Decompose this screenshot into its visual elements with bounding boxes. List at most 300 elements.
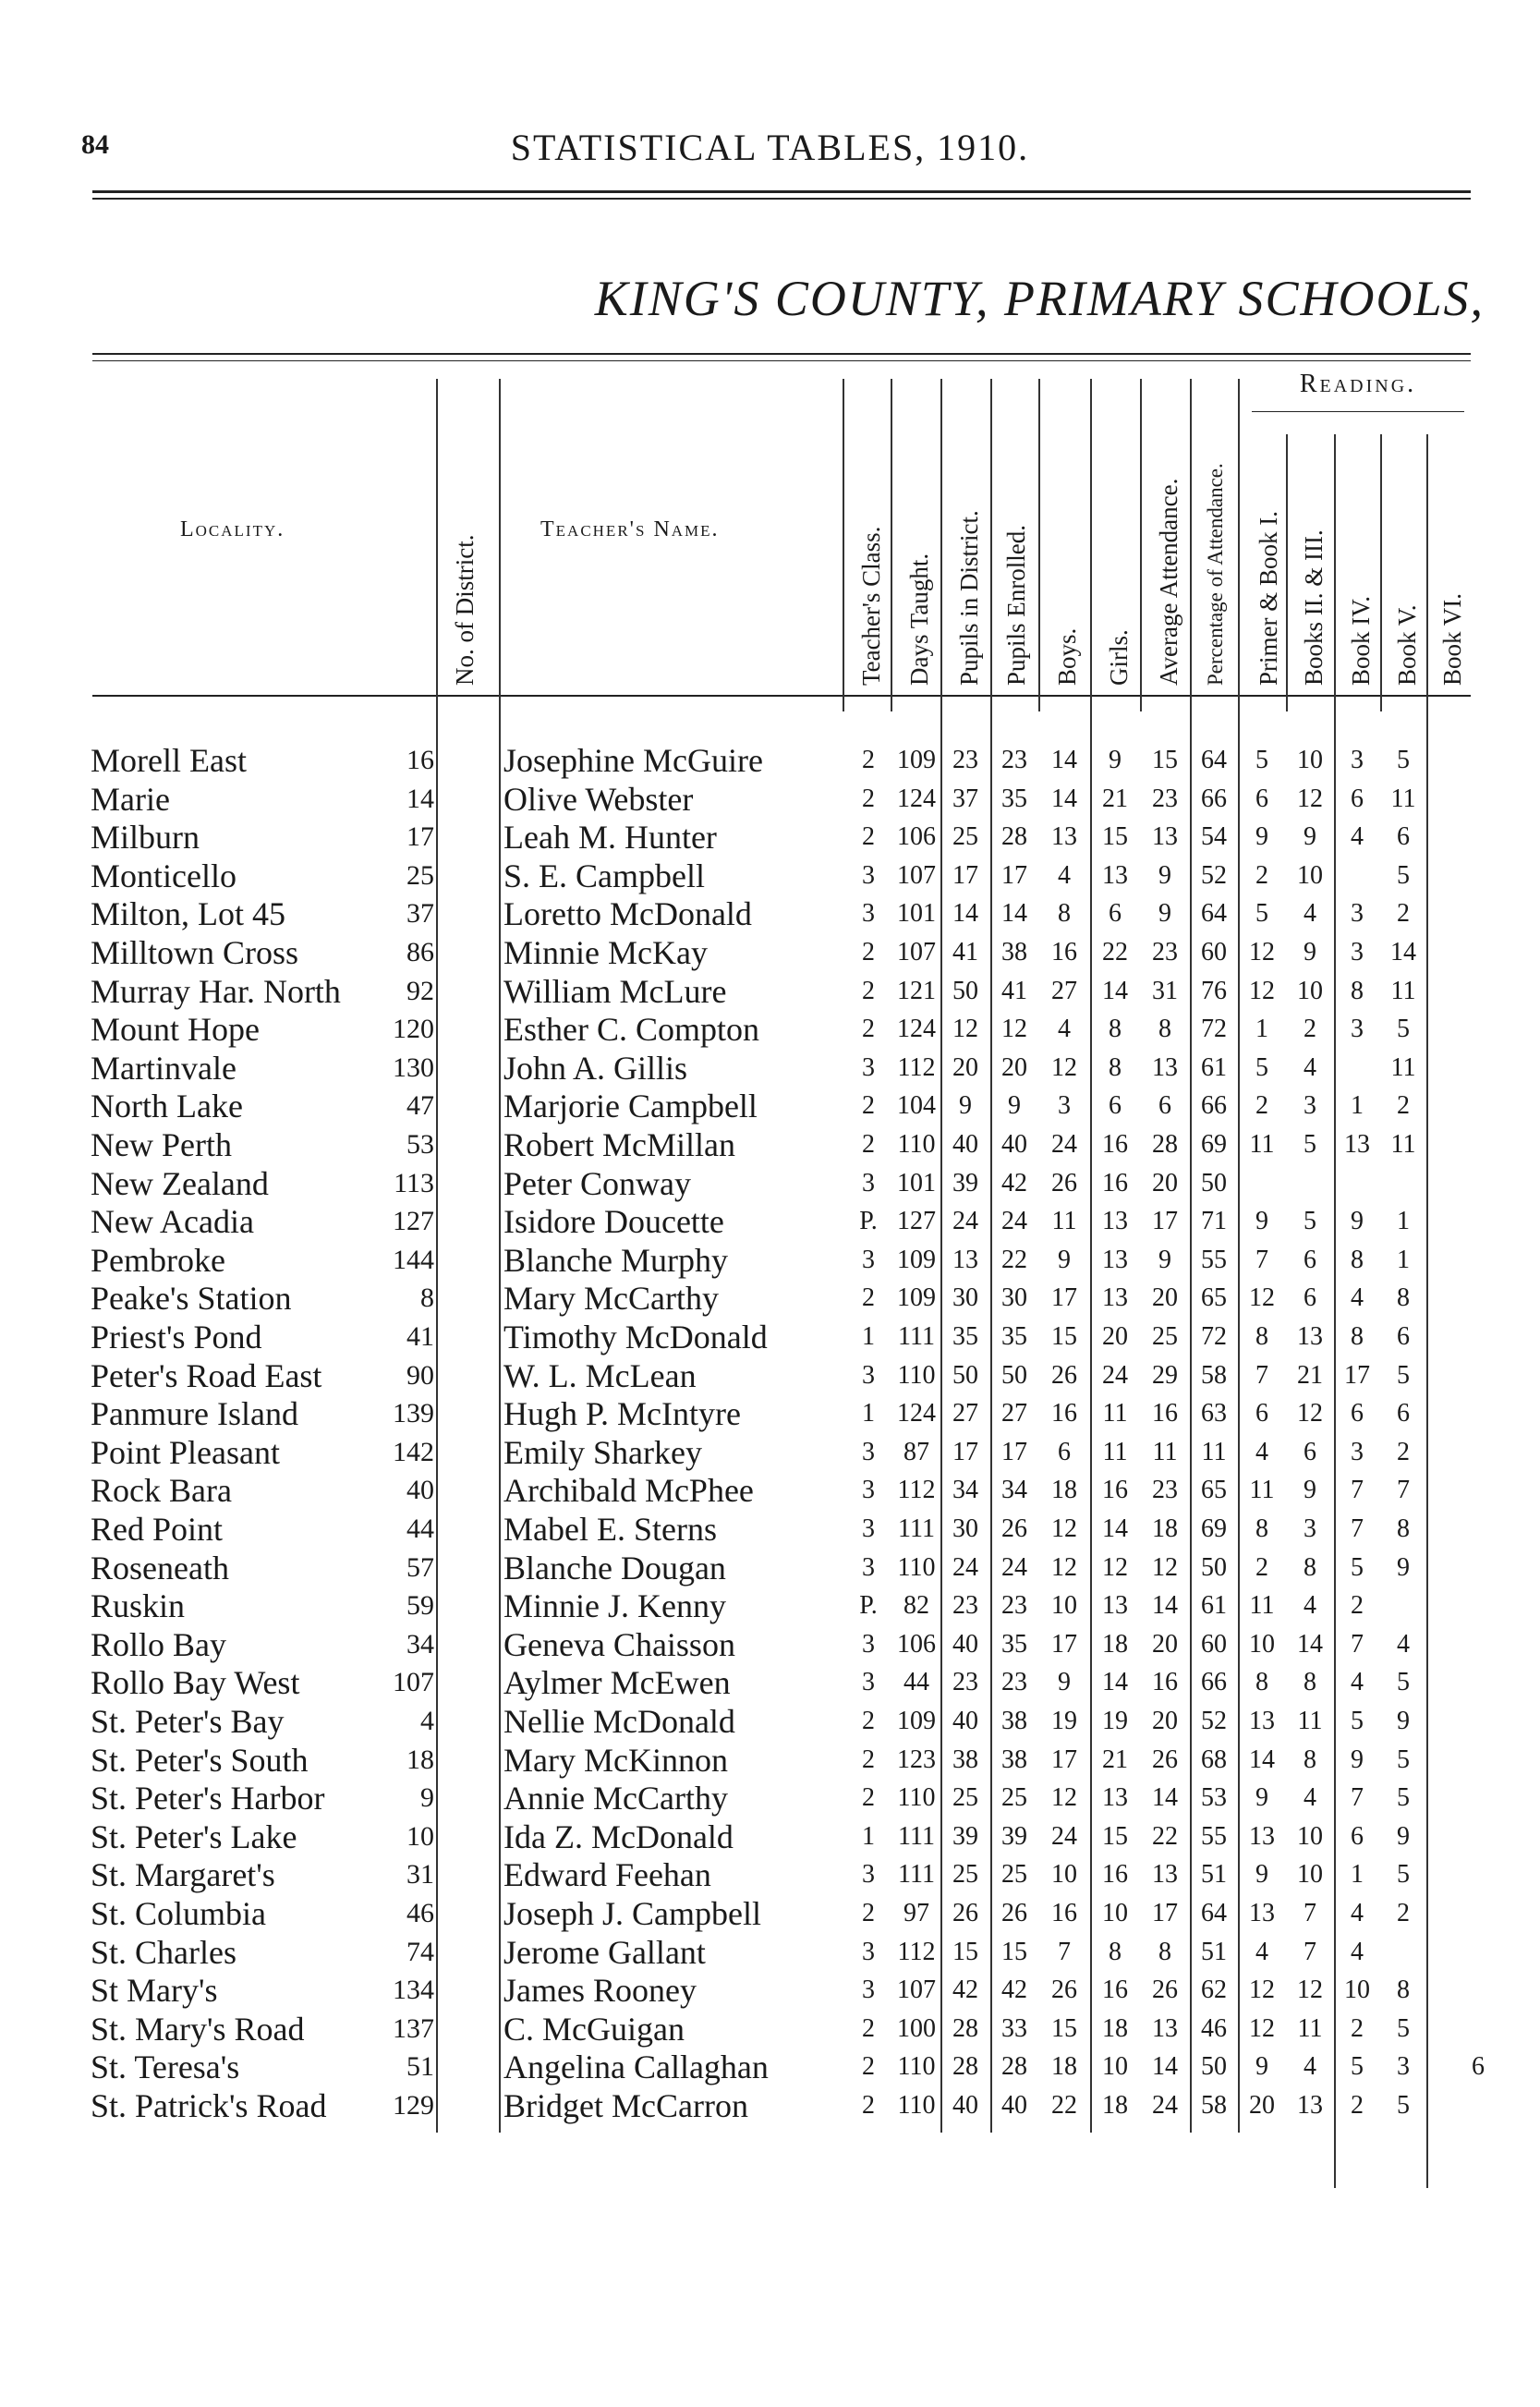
- enrolled-cell: 24: [1001, 1552, 1027, 1582]
- b2-cell: 12: [1297, 784, 1323, 813]
- table-row: [0, 1241, 1540, 1280]
- days-cell: 110: [897, 1360, 936, 1390]
- district-cell: 9: [420, 1782, 434, 1814]
- district-cell: 16: [406, 745, 434, 775]
- pupils-dist-cell: 50: [952, 1360, 978, 1390]
- district-cell: 8: [420, 1283, 434, 1314]
- b5-cell: 11: [1390, 1130, 1416, 1159]
- locality-cell: Pembroke: [91, 1241, 225, 1279]
- locality-cell: St. Mary's Road: [91, 2010, 305, 2048]
- boys-cell: 19: [1051, 1707, 1077, 1735]
- district-cell: 57: [406, 1551, 434, 1583]
- district-cell: 92: [406, 975, 434, 1006]
- b1-cell: 6: [1255, 1399, 1268, 1428]
- locality-cell: Panmure Island: [91, 1395, 298, 1433]
- days-cell: 100: [897, 2013, 936, 2043]
- avg-cell: 13: [1152, 1860, 1178, 1890]
- days-cell: 82: [903, 1591, 929, 1621]
- locality-cell: St. Margaret's: [91, 1856, 275, 1894]
- locality-cell: Morell East: [91, 742, 247, 779]
- avg-cell: 9: [1158, 1245, 1171, 1274]
- girls-cell: 10: [1102, 1899, 1128, 1927]
- pupils-dist-cell: 41: [952, 938, 978, 966]
- pct-cell: 54: [1201, 822, 1227, 852]
- teacher-name-cell: Minnie McKay: [503, 934, 708, 971]
- days-cell: 107: [897, 1975, 936, 2005]
- teacher-name-cell: Nellie McDonald: [503, 1703, 735, 1740]
- header-pupils-enrolled: Pupils Enrolled.: [1002, 525, 1030, 686]
- b1-cell: 12: [1249, 976, 1275, 1005]
- b2-cell: 21: [1297, 1360, 1323, 1390]
- girls-cell: 6: [1109, 1091, 1122, 1121]
- pct-cell: 61: [1201, 1052, 1227, 1082]
- cls-cell: 2: [862, 938, 875, 966]
- b1-cell: 9: [1255, 1860, 1268, 1890]
- b5-cell: 5: [1397, 2013, 1410, 2043]
- pupils-dist-cell: 35: [952, 1322, 978, 1351]
- pct-cell: 68: [1201, 1744, 1227, 1774]
- cls-cell: 3: [862, 1360, 875, 1390]
- pupils-dist-cell: 50: [952, 976, 978, 1005]
- district-cell: 10: [406, 1820, 434, 1852]
- pct-cell: 52: [1201, 1707, 1227, 1735]
- girls-cell: 18: [1102, 1629, 1128, 1659]
- days-cell: 106: [897, 822, 936, 852]
- pct-cell: 76: [1201, 976, 1227, 1005]
- table-top-rule-2: [92, 360, 1471, 361]
- cls-cell: 1: [862, 1399, 875, 1428]
- b2-cell: 9: [1304, 938, 1316, 966]
- b6-cell: 6: [1472, 2052, 1485, 2082]
- b1-cell: 2: [1255, 1091, 1268, 1121]
- girls-cell: 14: [1102, 1668, 1128, 1697]
- district-cell: 139: [393, 1398, 434, 1429]
- table-row: [0, 1549, 1540, 1587]
- enrolled-cell: 20: [1001, 1052, 1027, 1082]
- boys-cell: 12: [1051, 1514, 1077, 1543]
- boys-cell: 8: [1058, 899, 1071, 929]
- b5-cell: 5: [1397, 860, 1410, 890]
- enrolled-cell: 23: [1001, 1591, 1027, 1621]
- cls-cell: 3: [862, 860, 875, 890]
- pupils-dist-cell: 27: [952, 1399, 978, 1428]
- district-cell: 31: [406, 1859, 434, 1890]
- pct-cell: 58: [1201, 1360, 1227, 1390]
- header-teacher-name: Teacher's Name.: [540, 517, 720, 541]
- days-cell: 97: [903, 1899, 929, 1927]
- locality-cell: Ruskin: [91, 1587, 186, 1625]
- teacher-name-cell: Emily Sharkey: [503, 1433, 702, 1471]
- b4-cell: 1: [1351, 1091, 1364, 1121]
- teacher-name-cell: Loretto McDonald: [503, 895, 752, 933]
- b1-cell: 5: [1255, 1052, 1268, 1082]
- b2-cell: 4: [1304, 1052, 1316, 1082]
- enrolled-cell: 39: [1001, 1821, 1027, 1851]
- b4-cell: 5: [1351, 2052, 1364, 2082]
- teacher-name-cell: Timothy McDonald: [503, 1319, 768, 1355]
- b2-cell: 8: [1304, 1552, 1316, 1582]
- pupils-dist-cell: 38: [952, 1744, 978, 1774]
- boys-cell: 4: [1058, 860, 1071, 890]
- locality-cell: Milltown Cross: [91, 934, 299, 971]
- days-cell: 104: [897, 1091, 936, 1121]
- cls-cell: 1: [862, 1821, 875, 1851]
- pupils-dist-cell: 14: [952, 899, 978, 929]
- b4-cell: 13: [1344, 1130, 1370, 1159]
- days-cell: 101: [897, 899, 936, 929]
- cls-cell: 2: [862, 1130, 875, 1159]
- locality-cell: St. Patrick's Road: [91, 2087, 327, 2124]
- boys-cell: 26: [1051, 1168, 1077, 1197]
- b2-cell: 11: [1297, 2013, 1323, 2043]
- boys-cell: 10: [1051, 1591, 1077, 1621]
- b4-cell: 2: [1351, 2091, 1364, 2120]
- enrolled-cell: 38: [1001, 1744, 1027, 1774]
- cls-cell: 2: [862, 1091, 875, 1121]
- district-cell: 59: [406, 1590, 434, 1622]
- boys-cell: 26: [1051, 1975, 1077, 2005]
- girls-cell: 15: [1102, 1821, 1128, 1851]
- girls-cell: 16: [1102, 1860, 1128, 1890]
- days-cell: 110: [897, 2052, 936, 2082]
- cls-cell: 3: [862, 1514, 875, 1543]
- teacher-name-cell: Marjorie Campbell: [503, 1088, 758, 1125]
- b2-cell: 4: [1304, 1783, 1316, 1813]
- cls-cell: 1: [862, 1322, 875, 1351]
- enrolled-cell: 42: [1001, 1168, 1027, 1197]
- pupils-dist-cell: 23: [952, 746, 978, 774]
- b5-cell: 5: [1397, 2091, 1410, 2120]
- pct-cell: 64: [1201, 1899, 1227, 1927]
- table-row: [0, 1202, 1540, 1241]
- boys-cell: 10: [1051, 1860, 1077, 1890]
- b1-cell: 7: [1255, 1360, 1268, 1390]
- avg-cell: 17: [1152, 1207, 1178, 1236]
- table-row: [0, 741, 1540, 780]
- table-row: [0, 1318, 1540, 1356]
- girls-cell: 8: [1109, 1015, 1122, 1044]
- b2-cell: 9: [1304, 822, 1316, 852]
- enrolled-cell: 24: [1001, 1207, 1027, 1236]
- b1-cell: 9: [1255, 1783, 1268, 1813]
- b4-cell: 8: [1351, 976, 1364, 1005]
- district-cell: 41: [406, 1321, 434, 1352]
- cls-cell: 2: [862, 2052, 875, 2082]
- girls-cell: 10: [1102, 2052, 1128, 2082]
- days-cell: 106: [897, 1629, 936, 1659]
- b5-cell: 11: [1390, 1052, 1416, 1082]
- district-cell: 44: [406, 1513, 434, 1544]
- district-cell: 113: [394, 1167, 434, 1198]
- locality-cell: Peake's Station: [91, 1280, 292, 1318]
- pupils-dist-cell: 25: [952, 1860, 978, 1890]
- teacher-name-cell: Isidore Doucette: [503, 1203, 724, 1241]
- girls-cell: 16: [1102, 1130, 1128, 1159]
- locality-cell: St. Peter's Bay: [91, 1703, 285, 1740]
- b1-cell: 10: [1249, 1629, 1275, 1659]
- days-cell: 107: [897, 938, 936, 966]
- teacher-name-cell: Joseph J. Campbell: [503, 1895, 761, 1932]
- table-row: [0, 1471, 1540, 1510]
- teacher-name-cell: Josephine McGuire: [503, 742, 763, 779]
- days-cell: 112: [897, 1937, 936, 1966]
- locality-cell: St. Peter's Harbor: [91, 1780, 325, 1817]
- b4-cell: 2: [1351, 1591, 1364, 1621]
- b5-cell: 7: [1397, 1476, 1410, 1505]
- district-cell: 37: [406, 898, 434, 930]
- b1-cell: 14: [1249, 1744, 1275, 1774]
- pupils-dist-cell: 28: [952, 2052, 978, 2082]
- girls-cell: 13: [1102, 1207, 1128, 1236]
- table-row: [0, 1663, 1540, 1702]
- boys-cell: 12: [1051, 1052, 1077, 1082]
- vrule: [1038, 379, 1040, 711]
- pct-cell: 71: [1201, 1207, 1227, 1236]
- header-average-attendance: Average Attendance.: [1155, 478, 1182, 686]
- table-row: [0, 1164, 1540, 1203]
- avg-cell: 20: [1152, 1629, 1178, 1659]
- locality-cell: Rollo Bay West: [91, 1664, 300, 1702]
- enrolled-cell: 38: [1001, 938, 1027, 966]
- table-row: [0, 857, 1540, 895]
- enrolled-cell: 25: [1001, 1860, 1027, 1890]
- b4-cell: 7: [1351, 1514, 1364, 1543]
- pct-cell: 46: [1201, 2013, 1227, 2043]
- b5-cell: 11: [1390, 784, 1416, 813]
- b4-cell: 4: [1351, 1283, 1364, 1313]
- teacher-name-cell: Esther C. Compton: [503, 1011, 759, 1049]
- b2-cell: 5: [1304, 1130, 1316, 1159]
- b4-cell: 8: [1351, 1322, 1364, 1351]
- enrolled-cell: 50: [1001, 1360, 1027, 1390]
- teacher-name-cell: James Rooney: [503, 1972, 697, 2010]
- locality-cell: St. Peter's South: [91, 1741, 309, 1779]
- pct-cell: 66: [1201, 1091, 1227, 1121]
- table-row: [0, 780, 1540, 819]
- locality-cell: St. Columbia: [91, 1895, 267, 1932]
- header-no-of-district: No. of District.: [451, 534, 479, 686]
- header-boys: Boys.: [1053, 627, 1081, 686]
- avg-cell: 11: [1152, 1437, 1178, 1466]
- locality-cell: Point Pleasant: [91, 1433, 280, 1471]
- table-row: [0, 818, 1540, 857]
- b2-cell: 4: [1304, 2052, 1316, 2082]
- pct-cell: 66: [1201, 784, 1227, 813]
- b1-cell: 8: [1255, 1514, 1268, 1543]
- b5-cell: 9: [1397, 1821, 1410, 1851]
- teacher-name-cell: Mary McCarthy: [503, 1280, 719, 1318]
- b4-cell: 10: [1344, 1975, 1370, 2005]
- pct-cell: 64: [1201, 746, 1227, 774]
- pupils-dist-cell: 23: [952, 1668, 978, 1697]
- avg-cell: 14: [1152, 1783, 1178, 1813]
- pupils-dist-cell: 24: [952, 1207, 978, 1236]
- locality-cell: New Perth: [91, 1126, 232, 1163]
- locality-cell: Peter's Road East: [91, 1356, 322, 1394]
- boys-cell: 22: [1051, 2091, 1077, 2120]
- pct-cell: 65: [1201, 1476, 1227, 1505]
- b5-cell: 5: [1397, 1668, 1410, 1697]
- b2-cell: 5: [1304, 1207, 1316, 1236]
- b1-cell: 9: [1255, 822, 1268, 852]
- b2-cell: 10: [1297, 1821, 1323, 1851]
- b4-cell: 9: [1351, 1744, 1364, 1774]
- b2-cell: 8: [1304, 1744, 1316, 1774]
- b2-cell: 6: [1304, 1437, 1316, 1466]
- district-cell: 130: [393, 1052, 434, 1083]
- enrolled-cell: 23: [1001, 746, 1027, 774]
- girls-cell: 16: [1102, 1168, 1128, 1197]
- pct-cell: 55: [1201, 1821, 1227, 1851]
- pct-cell: 58: [1201, 2091, 1227, 2120]
- vrule: [1380, 434, 1382, 711]
- locality-cell: Priest's Pond: [91, 1319, 262, 1355]
- district-cell: 47: [406, 1090, 434, 1122]
- teacher-name-cell: Hugh P. McIntyre: [503, 1395, 741, 1433]
- b2-cell: 7: [1304, 1899, 1316, 1927]
- avg-cell: 14: [1152, 1591, 1178, 1621]
- table-row: [0, 1010, 1540, 1049]
- cls-cell: 3: [862, 1052, 875, 1082]
- table-top-rule: [92, 353, 1471, 355]
- district-cell: 90: [406, 1359, 434, 1391]
- avg-cell: 6: [1158, 1091, 1171, 1121]
- header-teachers-class: Teacher's Class.: [857, 526, 885, 686]
- pct-cell: 72: [1201, 1322, 1227, 1351]
- teacher-name-cell: Jerome Gallant: [503, 1933, 706, 1971]
- teacher-name-cell: Mary McKinnon: [503, 1741, 728, 1779]
- b5-cell: 2: [1397, 1899, 1410, 1927]
- header-book-v: Book V.: [1393, 604, 1421, 686]
- boys-cell: 14: [1051, 784, 1077, 813]
- b4-cell: 6: [1351, 1821, 1364, 1851]
- b5-cell: 1: [1397, 1207, 1410, 1236]
- table-row: [0, 1971, 1540, 2010]
- cls-cell: 2: [862, 1744, 875, 1774]
- locality-cell: Murray Har. North: [91, 972, 341, 1010]
- b4-cell: 4: [1351, 1668, 1364, 1697]
- pct-cell: 72: [1201, 1015, 1227, 1044]
- girls-cell: 12: [1102, 1552, 1128, 1582]
- b1-cell: 11: [1249, 1591, 1275, 1621]
- b1-cell: 13: [1249, 1707, 1275, 1735]
- boys-cell: 14: [1051, 746, 1077, 774]
- boys-cell: 6: [1058, 1437, 1071, 1466]
- district-cell: 107: [393, 1667, 434, 1698]
- boys-cell: 13: [1051, 822, 1077, 852]
- enrolled-cell: 14: [1001, 899, 1027, 929]
- table-row: [0, 1894, 1540, 1933]
- cls-cell: 3: [862, 1245, 875, 1274]
- girls-cell: 14: [1102, 976, 1128, 1005]
- pupils-dist-cell: 17: [952, 860, 978, 890]
- pct-cell: 62: [1201, 1975, 1227, 2005]
- b5-cell: 5: [1397, 1783, 1410, 1813]
- pct-cell: 64: [1201, 899, 1227, 929]
- teacher-name-cell: W. L. McLean: [503, 1356, 697, 1394]
- teacher-name-cell: Peter Conway: [503, 1164, 691, 1202]
- avg-cell: 28: [1152, 1130, 1178, 1159]
- b5-cell: 8: [1397, 1283, 1410, 1313]
- cls-cell: 2: [862, 746, 875, 774]
- b2-cell: 13: [1297, 1322, 1323, 1351]
- enrolled-cell: 28: [1001, 822, 1027, 852]
- teacher-name-cell: Robert McMillan: [503, 1126, 735, 1163]
- boys-cell: 7: [1058, 1937, 1071, 1966]
- b5-cell: 9: [1397, 1552, 1410, 1582]
- cls-cell: 2: [862, 1707, 875, 1735]
- vrule: [891, 379, 892, 711]
- district-cell: 14: [406, 783, 434, 814]
- district-cell: 134: [393, 1975, 434, 2006]
- district-cell: 129: [393, 2090, 434, 2121]
- pct-cell: 61: [1201, 1591, 1227, 1621]
- enrolled-cell: 34: [1001, 1476, 1027, 1505]
- pupils-dist-cell: 24: [952, 1552, 978, 1582]
- district-cell: 46: [406, 1898, 434, 1928]
- teacher-name-cell: S. E. Campbell: [503, 857, 705, 894]
- boys-cell: 15: [1051, 1322, 1077, 1351]
- teacher-name-cell: Annie McCarthy: [503, 1780, 728, 1817]
- pupils-dist-cell: 12: [952, 1015, 978, 1044]
- teacher-name-cell: Blanche Murphy: [503, 1241, 728, 1279]
- cls-cell: 3: [862, 1629, 875, 1659]
- avg-cell: 8: [1158, 1937, 1171, 1966]
- boys-cell: 16: [1051, 1399, 1077, 1428]
- pupils-dist-cell: 25: [952, 1783, 978, 1813]
- table-row: [0, 1087, 1540, 1125]
- enrolled-cell: 23: [1001, 1668, 1027, 1697]
- enrolled-cell: 12: [1001, 1015, 1027, 1044]
- girls-cell: 21: [1102, 1744, 1128, 1774]
- district-cell: 86: [406, 937, 434, 967]
- boys-cell: 4: [1058, 1015, 1071, 1044]
- girls-cell: 24: [1102, 1360, 1128, 1390]
- table-row: [0, 1702, 1540, 1741]
- pct-cell: 11: [1201, 1437, 1227, 1466]
- pct-cell: 60: [1201, 1629, 1227, 1659]
- b2-cell: 12: [1297, 1975, 1323, 2005]
- b1-cell: 13: [1249, 1899, 1275, 1927]
- pupils-dist-cell: 30: [952, 1283, 978, 1313]
- avg-cell: 29: [1152, 1360, 1178, 1390]
- b5-cell: 2: [1397, 899, 1410, 929]
- table-row: [0, 2048, 1540, 2086]
- days-cell: 121: [897, 976, 936, 1005]
- enrolled-cell: 28: [1001, 2052, 1027, 2082]
- avg-cell: 15: [1152, 746, 1178, 774]
- b1-cell: 13: [1249, 1821, 1275, 1851]
- header-books-ii-iii: Books II. & III.: [1300, 529, 1328, 686]
- pct-cell: 52: [1201, 860, 1227, 890]
- teacher-name-cell: Angelina Callaghan: [503, 2048, 769, 2086]
- pupils-dist-cell: 13: [952, 1245, 978, 1274]
- b1-cell: 20: [1249, 2091, 1275, 2120]
- teacher-name-cell: C. McGuigan: [503, 2010, 685, 2048]
- table-row: [0, 1817, 1540, 1856]
- locality-cell: St. Peter's Lake: [91, 1817, 297, 1855]
- table-row: [0, 1741, 1540, 1780]
- b4-cell: 7: [1351, 1783, 1364, 1813]
- cls-cell: 2: [862, 2013, 875, 2043]
- b1-cell: 4: [1255, 1437, 1268, 1466]
- b4-cell: 2: [1351, 2013, 1364, 2043]
- b1-cell: 12: [1249, 1283, 1275, 1313]
- b1-cell: 11: [1249, 1476, 1275, 1505]
- pct-cell: 69: [1201, 1130, 1227, 1159]
- pupils-dist-cell: 9: [959, 1091, 972, 1121]
- table-row: [0, 1433, 1540, 1472]
